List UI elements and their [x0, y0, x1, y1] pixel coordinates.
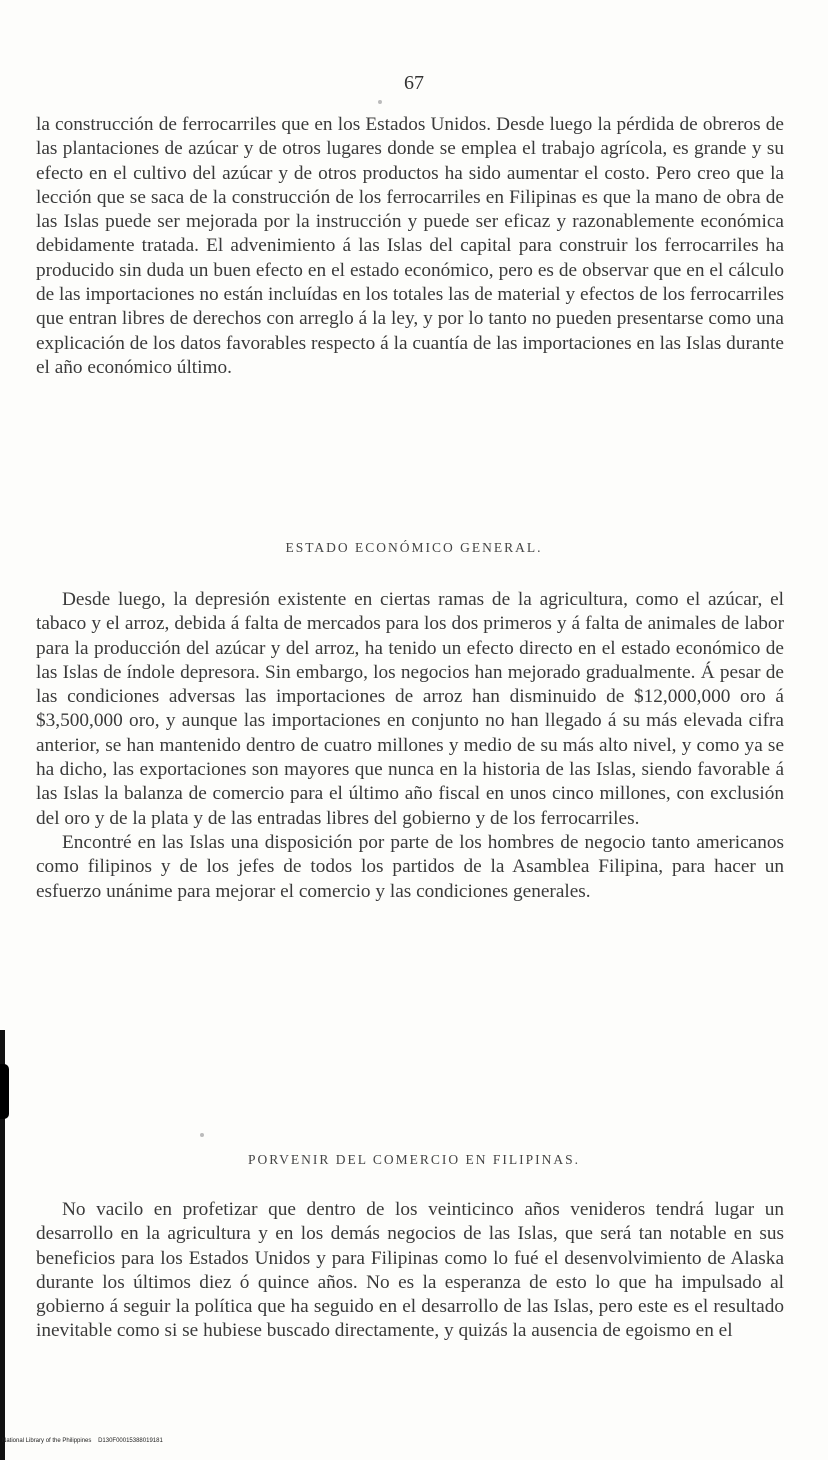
- scan-footer: [2, 1438, 163, 1444]
- section-heading-estado-economico: ESTADO ECONÓMICO GENERAL.: [285, 540, 543, 555]
- section-heading-porvenir: PORVENIR DEL COMERCIO EN FILIPINAS.: [247, 1152, 581, 1167]
- paragraph-text: No vacilo en profetizar que dentro de los veinticinco años venideros tendrá lugar un desarrollo en la agricultura y en los demás negocios de las Islas, que será tan notable en sus beneficios para los Estados Unidos y para Filipinas como lo fué el desenvolvimiento de Alaska durante los últimos diez ó quince años. No es la esperanza de esto lo que ha impulsado al gobierno á seguir la política que ha seguido en el desarrollo de las Islas, pero este es el resultado inevitable como si se hubiese buscado directamente, y quizás la ausencia de egoismo en el: [36, 1199, 784, 1342]
- paragraph-text: Desde luego, la depresión existente en ciertas ramas de la agricultura, como el azúcar, el tabaco y el arroz, debida á falta de mercados para los dos primeros y á falta de animales de labor para la producción del azúcar y del arroz, ha tenido un efecto directo en el estado económico de las Islas de índole depresora. Sin embargo, los negocios han mejorado gradualmente. Á pesar de las condiciones adversas las importaciones de arroz han disminuido de $12,000,000 oro á $3,500,000 oro, y aunque las importaciones en conjunto no han llegado á su más elevada cifra anterior, se han mantenido dentro de cuatro millones y medio de su más alto nivel, y como ya se ha dicho, las exportaciones son mayores que nunca en la historia de las Islas, siendo favorable á las Islas la balanza de comercio para el último año fiscal en unos cinco millones, con exclusión del oro y de la plata y de las entradas libres del gobierno y de los ferrocarriles.: [36, 589, 784, 829]
- ink-speck: [378, 100, 382, 104]
- body-paragraph-1: [36, 113, 784, 380]
- footer-id: D130F00015388019181: [98, 1438, 163, 1444]
- paragraph-text: Encontré en las Islas una disposición por parte de los hombres de negocio tanto americanos como filipinos y de los jefes de todos los partidos de la Asamblea Filipina, para hacer un esfuerzo unánime para mejorar el comercio y las condiciones generales.: [36, 831, 784, 902]
- page-number: 67: [404, 72, 424, 94]
- scan-edge-mark: [0, 1064, 9, 1119]
- paragraph-text: la construcción de ferrocarriles que en los Estados Unidos. Desde luego la pérdida de obreros de las plantaciones de azúcar y de otros lugares donde se emplea el trabajo agrícola, es grande y su efecto en el cultivo del azúcar y de otros productos ha sido aumentar el costo. Pero creo que la lección que se saca de la construcción de los ferrocarriles en Filipinas es que la mano de obra de las Islas puede ser mejorada por la instrucción y puede ser eficaz y razonablemente económica debidamente tratada. El advenimiento á las Islas del capital para construir los ferrocarriles ha producido sin duda un buen efecto en el estado económico, pero es de observar que en el cálculo de las importaciones no están incluídas en los totales las de material y efectos de los ferrocarriles que entran libres de derechos con arreglo á la ley, y por lo tanto no pueden presentarse como una explicación de los datos favorables respecto á la cuantía de las importaciones en las Islas durante el año económico último.: [36, 114, 784, 378]
- footer-library: National Library of the Philippines: [2, 1438, 92, 1444]
- ink-speck: [200, 1133, 204, 1137]
- body-paragraph-4: [36, 1198, 784, 1440]
- body-paragraph-2: [36, 588, 784, 904]
